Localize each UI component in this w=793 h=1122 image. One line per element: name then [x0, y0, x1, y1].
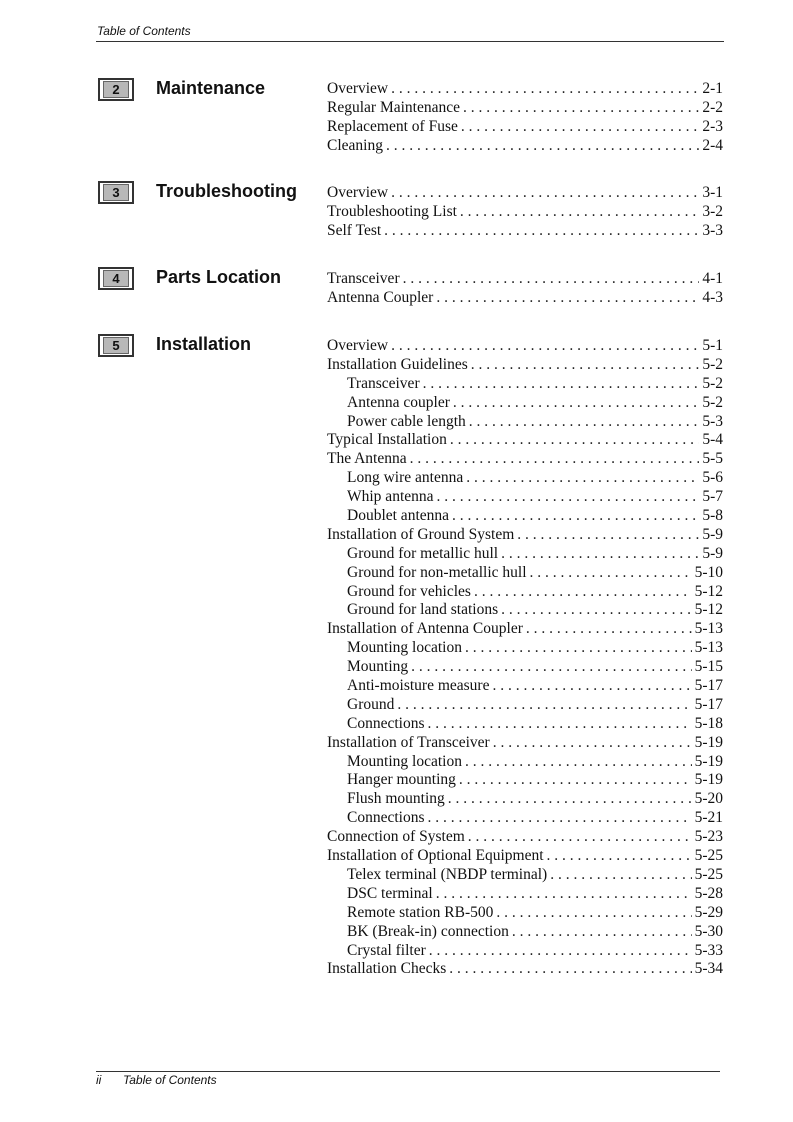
toc-entry-page: 5-10 — [694, 563, 723, 581]
toc-entry-page: 5-6 — [702, 469, 723, 487]
toc-entry-page: 2-4 — [702, 136, 723, 154]
header-rule — [96, 41, 724, 42]
toc-entry[interactable] — [327, 356, 723, 375]
dot-leader — [436, 289, 699, 308]
footer-page-number: ii — [96, 1073, 102, 1087]
dot-leader — [492, 677, 691, 696]
toc-entry[interactable] — [327, 137, 723, 156]
toc-entry-label: Antenna Coupler — [327, 288, 434, 306]
dot-leader — [397, 696, 691, 715]
toc-entry[interactable] — [327, 488, 723, 507]
dot-leader — [391, 337, 699, 356]
chapter-title: Maintenance — [156, 78, 266, 98]
toc-entry-page: 3-1 — [702, 184, 723, 201]
dot-leader — [547, 847, 692, 866]
dot-leader — [452, 507, 699, 526]
toc-entry-page: 2-1 — [702, 80, 723, 97]
entry-list — [327, 337, 723, 979]
dot-leader — [403, 270, 700, 289]
toc-entry-page: 5-1 — [702, 337, 723, 354]
toc-entry[interactable] — [327, 790, 723, 809]
dot-leader — [474, 583, 692, 602]
entry-list — [327, 270, 723, 308]
toc-entry-page: 5-13 — [694, 620, 723, 638]
toc-entry-page: 5-2 — [702, 393, 723, 411]
toc-entry-page: 5-34 — [694, 960, 723, 978]
toc-entry-label: Typical Installation — [327, 431, 447, 449]
toc-entry-label: Transceiver — [327, 270, 400, 287]
toc-entry[interactable] — [327, 99, 723, 118]
chapter-number: 3 — [103, 184, 129, 201]
toc-entry-page: 2-2 — [702, 98, 723, 116]
toc-entry[interactable] — [327, 375, 723, 394]
toc-entry-page: 5-17 — [694, 695, 723, 713]
toc-entry-label: The Antenna — [327, 450, 407, 468]
toc-entry-label: Power cable length — [347, 412, 466, 430]
toc-entry[interactable] — [327, 847, 723, 866]
dot-leader — [461, 118, 699, 137]
toc-entry-label: Installation of Transceiver — [327, 733, 490, 751]
toc-entry-label: Mounting location — [347, 639, 462, 657]
dot-leader — [386, 137, 699, 156]
toc-entry-label: Troubleshooting List — [327, 202, 457, 220]
toc-entry-label: Self Test — [327, 221, 382, 239]
toc-entry[interactable] — [327, 828, 723, 847]
dot-leader — [466, 469, 699, 488]
dot-leader — [463, 99, 699, 118]
chapter-number-box — [98, 78, 134, 101]
toc-entry[interactable] — [327, 639, 723, 658]
toc-entry-page: 5-3 — [702, 412, 723, 430]
toc-entry-page: 5-5 — [702, 450, 723, 468]
toc-entry[interactable] — [327, 583, 723, 602]
dot-leader — [391, 184, 699, 203]
dot-leader — [391, 80, 699, 99]
toc-entry-page: 5-33 — [694, 941, 723, 959]
toc-entry[interactable] — [327, 80, 723, 99]
chapter-number: 5 — [103, 337, 129, 354]
dot-leader — [496, 904, 691, 923]
dot-leader — [428, 809, 692, 828]
toc-entry-page: 5-2 — [702, 355, 723, 373]
chapter-number: 4 — [103, 270, 129, 287]
toc-entry-page: 5-9 — [702, 544, 723, 562]
toc-entry-label: Telex terminal (NBDP terminal) — [347, 865, 548, 883]
toc-entry-label: Whip antenna — [347, 488, 434, 506]
toc-entry-label: BK (Break-in) connection — [347, 922, 509, 940]
toc-entry[interactable] — [327, 696, 723, 715]
toc-entry-label: Mounting — [347, 658, 409, 676]
toc-entry[interactable] — [327, 450, 723, 469]
toc-entry-page: 2-3 — [702, 117, 723, 135]
dot-leader — [459, 771, 692, 790]
toc-entry-label: Connections — [347, 714, 425, 732]
toc-entry-page: 5-29 — [694, 903, 723, 921]
dot-leader — [501, 545, 699, 564]
dot-leader — [501, 601, 691, 620]
toc-entry-label: Ground for metallic hull — [347, 544, 499, 562]
toc-entry[interactable] — [327, 771, 723, 790]
toc-entry[interactable] — [327, 753, 723, 772]
chapter-number-box — [98, 267, 134, 290]
toc-entry-label: Ground for land stations — [347, 601, 499, 619]
dot-leader — [530, 564, 692, 583]
toc-entry-page: 5-9 — [702, 525, 723, 543]
toc-entry-label: Regular Maintenance — [327, 98, 460, 116]
chapter-number-box — [98, 334, 134, 357]
toc-entry-page: 5-2 — [702, 374, 723, 392]
toc-entry-label: Ground — [347, 695, 395, 713]
toc-entry-page: 5-18 — [694, 714, 723, 732]
dot-leader — [550, 866, 691, 885]
toc-entry-label: Ground for vehicles — [347, 582, 471, 600]
toc-entry-page: 5-25 — [694, 865, 723, 883]
toc-entry-page: 5-12 — [694, 582, 723, 600]
toc-entry-label: Transceiver — [347, 374, 420, 392]
toc-entry[interactable] — [327, 394, 723, 413]
toc-entry-label: Installation Guidelines — [327, 355, 468, 373]
toc-entry-page: 4-1 — [702, 270, 723, 287]
footer — [96, 1073, 217, 1087]
toc-entry-label: Hanger mounting — [347, 771, 456, 789]
dot-leader — [437, 488, 700, 507]
dot-leader — [423, 375, 700, 394]
toc-entry-page: 5-28 — [694, 884, 723, 902]
toc-entry-label: Overview — [327, 80, 389, 97]
dot-leader — [512, 923, 692, 942]
toc-entry-label: Installation Checks — [327, 960, 447, 978]
footer-rule — [96, 1071, 720, 1072]
toc-entry-label: Crystal filter — [347, 941, 426, 959]
toc-entry[interactable] — [327, 866, 723, 885]
dot-leader — [384, 222, 699, 241]
header-title: Table of Contents — [97, 24, 191, 38]
footer-title: Table of Contents — [123, 1073, 217, 1087]
toc-entry-page: 5-25 — [694, 847, 723, 865]
dot-leader — [453, 394, 699, 413]
toc-entry-label: Ground for non-metallic hull — [347, 563, 527, 581]
toc-entry-page: 5-17 — [694, 677, 723, 695]
toc-entry-page: 3-3 — [702, 221, 723, 239]
toc-entry-label: Flush mounting — [347, 790, 445, 808]
entry-list — [327, 184, 723, 241]
toc-entry[interactable] — [327, 942, 723, 961]
toc-entry-label: Doublet antenna — [347, 507, 450, 525]
toc-entry[interactable] — [327, 658, 723, 677]
toc-entry-label: Overview — [327, 184, 389, 201]
toc-entry-label: Installation of Optional Equipment — [327, 847, 544, 865]
chapter-number-box — [98, 181, 134, 204]
toc-entry-label: Installation of Antenna Coupler — [327, 620, 523, 638]
toc-entry-page: 5-12 — [694, 601, 723, 619]
toc-entry[interactable] — [327, 601, 723, 620]
dot-leader — [460, 203, 699, 222]
toc-entry[interactable] — [327, 469, 723, 488]
toc-entry-page: 3-2 — [702, 202, 723, 220]
toc-entry-page: 5-30 — [694, 922, 723, 940]
dot-leader — [469, 413, 700, 432]
dot-leader — [450, 431, 699, 450]
toc-entry[interactable] — [327, 734, 723, 753]
toc-entry-page: 5-20 — [694, 790, 723, 808]
toc-entry-label: Anti-moisture measure — [347, 677, 490, 695]
toc-entry-label: Installation of Ground System — [327, 525, 515, 543]
dot-leader — [428, 715, 692, 734]
toc-entry-page: 5-13 — [694, 639, 723, 657]
dot-leader — [436, 885, 692, 904]
toc-entry[interactable] — [327, 413, 723, 432]
dot-leader — [465, 753, 692, 772]
toc-entry[interactable] — [327, 904, 723, 923]
toc-entry[interactable] — [327, 337, 723, 356]
toc-entry[interactable] — [327, 960, 723, 979]
toc-entry[interactable] — [327, 184, 723, 203]
toc-entry[interactable] — [327, 507, 723, 526]
dot-leader — [429, 942, 692, 961]
toc-entry-page: 5-4 — [702, 431, 723, 449]
toc-entry-page: 5-19 — [694, 733, 723, 751]
toc-entry-label: DSC terminal — [347, 884, 433, 902]
toc-entry-page: 5-8 — [702, 507, 723, 525]
toc-entry-label: Connection of System — [327, 828, 465, 846]
entry-list — [327, 80, 723, 156]
toc-entry[interactable] — [327, 677, 723, 696]
dot-leader — [410, 450, 700, 469]
chapter-title: Troubleshooting — [156, 181, 297, 201]
chapter-title: Installation — [156, 334, 252, 354]
dot-leader — [448, 790, 692, 809]
toc-entry-label: Antenna coupler — [347, 393, 450, 411]
toc-entry[interactable] — [327, 526, 723, 545]
dot-leader — [526, 620, 692, 639]
toc-entry[interactable] — [327, 564, 723, 583]
toc-entry-label: Remote station RB-500 — [347, 903, 494, 921]
dot-leader — [493, 734, 692, 753]
dot-leader — [517, 526, 699, 545]
dot-leader — [465, 639, 692, 658]
toc-entry[interactable] — [327, 715, 723, 734]
toc-entry[interactable] — [327, 118, 723, 137]
toc-entry-label: Cleaning — [327, 136, 383, 154]
toc-entry-page: 5-19 — [694, 771, 723, 789]
toc-entry[interactable] — [327, 203, 723, 222]
toc-entry[interactable] — [327, 270, 723, 289]
toc-entry[interactable] — [327, 620, 723, 639]
toc-entry-page: 5-19 — [694, 752, 723, 770]
toc-entry-label: Overview — [327, 337, 389, 354]
toc-entry[interactable] — [327, 431, 723, 450]
toc-entry-label: Replacement of Fuse — [327, 117, 458, 135]
toc-entry[interactable] — [327, 222, 723, 241]
chapter-title: Parts Location — [156, 267, 282, 287]
toc-entry-page: 5-21 — [694, 809, 723, 827]
dot-leader — [468, 828, 692, 847]
chapter-number: 2 — [103, 81, 129, 98]
toc-entry-page: 5-15 — [694, 658, 723, 676]
toc-entry[interactable] — [327, 885, 723, 904]
dot-leader — [449, 960, 691, 979]
toc-entry-page: 5-7 — [702, 488, 723, 506]
toc-entry-page: 5-23 — [694, 828, 723, 846]
toc-entry-label: Long wire antenna — [347, 469, 464, 487]
toc-entry-page: 4-3 — [702, 288, 723, 306]
toc-entry-label: Mounting location — [347, 752, 462, 770]
dot-leader — [471, 356, 700, 375]
toc-entry-label: Connections — [347, 809, 425, 827]
toc-entry[interactable] — [327, 809, 723, 828]
toc-entry[interactable] — [327, 545, 723, 564]
toc-entry[interactable] — [327, 923, 723, 942]
dot-leader — [411, 658, 691, 677]
toc-entry[interactable] — [327, 289, 723, 308]
